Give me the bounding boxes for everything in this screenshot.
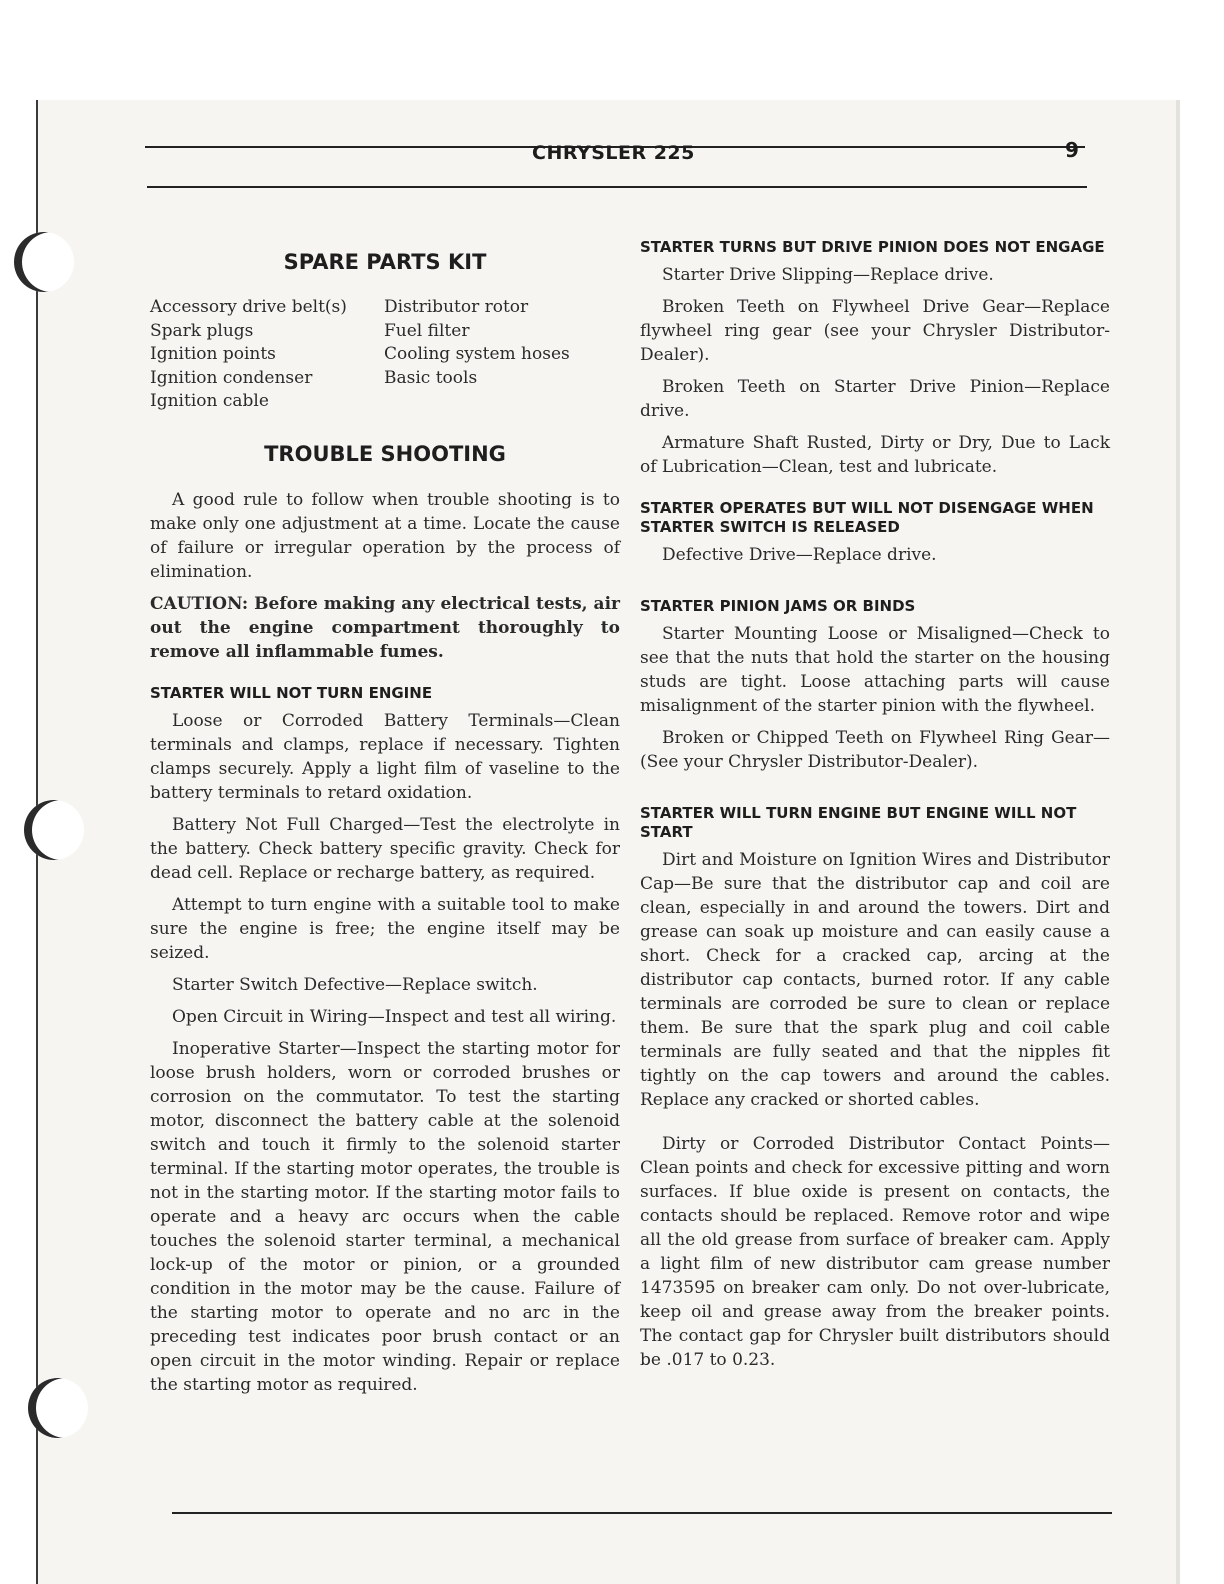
list-item: Spark plugs [150,320,254,341]
header-rule-bottom [147,186,1087,188]
binder-hole-top [14,232,74,292]
section-heading-starter-will-not-turn: STARTER WILL NOT TURN ENGINE [150,683,433,702]
paragraph: Loose or Corroded Battery Terminals—Clean terminals and clamps, replace if necessary. Tighten clamps securely. Apply a light film of vaseline to the battery terminals to retard oxidation. [150,710,620,803]
paragraph: Attempt to turn engine with a suitable tool to make sure the engine is free; the engine itself may be seized. [150,894,620,963]
list-item: Basic tools [384,367,478,388]
page-number: 9 [1065,138,1079,162]
paragraph: Dirt and Moisture on Ignition Wires and Distributor Cap—Be sure that the distributor cap and coil are clean, especially in and around the towers. Dirt and grease can soak up moisture and can easily cause a short. Check for a cracked cap, arcing at the distributor cap contacts, burned rotor. If any cable terminals are corroded be sure to clean or replace them. Be sure that the spark plug and coil cable terminals are fully seated and that the nipples fit tightly on the cap towers and around the cables. Replace any cracked or shorted cables. [640,850,1110,1110]
caution-note: CAUTION: Before making any electrical tests, air out the engine compartment thoroughly to remove all inflammable fumes. [150,593,620,662]
spare-parts-heading: SPARE PARTS KIT [283,250,487,274]
paragraph: Defective Drive—Replace drive. [662,545,937,565]
trouble-intro-paragraph: A good rule to follow when trouble shooting is to make only one adjustment at a time. Locate the cause of failure or irregular operation by the process of elimination. [150,489,620,582]
list-item: Ignition condenser [150,367,313,388]
paragraph: Open Circuit in Wiring—Inspect and test all wiring. [172,1006,617,1027]
binder-hole-bottom [28,1378,88,1438]
paragraph: Broken Teeth on Starter Drive Pinion—Replace drive. [640,377,1110,421]
paragraph: Battery Not Full Charged—Test the electrolyte in the battery. Check battery specific gravity. Check for dead cell. Replace or recharge battery, as required. [150,814,620,883]
paragraph: Armature Shaft Rusted, Dirty or Dry, Due to Lack of Lubrication—Clean, test and lubricate. [640,433,1110,477]
running-header-title: CHRYSLER 225 [532,142,695,164]
list-item: Ignition cable [150,391,269,411]
left-column [150,248,620,1405]
scan-background-top [0,0,1224,100]
section-heading-drive-pinion: STARTER TURNS BUT DRIVE PINION DOES NOT ENGAGE [640,238,1105,256]
paragraph: Broken or Chipped Teeth on Flywheel Ring Gear—(See your Chrysler Distributor-Dealer). [640,728,1110,772]
paragraph: Dirty or Corroded Distributor Contact Points—Clean points and check for excessive pitting and worn surfaces. If blue oxide is present on contacts, the contacts should be replaced. Remove rotor and wipe all the old grease from surface of breaker cam. Apply a light film of new distributor cam grease number 1473595 on breaker cam only. Do not over-lubricate, keep oil and grease away from the breaker points. The contact gap for Chrysler built distributors should be .017 to 0.23. [640,1134,1110,1370]
list-item: Ignition points [150,344,276,364]
trouble-shooting-heading: TROUBLE SHOOTING [264,441,506,466]
footer-rule [172,1512,1112,1514]
list-item: Accessory drive belt(s) [150,297,347,317]
binder-hole-middle [24,800,84,860]
section-heading-engine-will-not-start: STARTER WILL TURN ENGINE BUT ENGINE WILL NOT START [640,804,1077,841]
page-edge [1176,100,1180,1584]
spare-parts-col-b [384,296,570,414]
list-item: Cooling system hoses [384,344,570,364]
list-item: Fuel filter [384,320,470,341]
right-column [640,238,1110,1380]
paragraph: Starter Mounting Loose or Misaligned—Check to see that the nuts that hold the starter on the housing studs are tight. Loose attaching parts will cause misalignment of the starter pinion with the flywheel. [640,624,1110,716]
paragraph: Starter Switch Defective—Replace switch. [172,974,538,995]
spare-parts-col-a [150,296,384,414]
list-item: Distributor rotor [384,297,529,317]
section-heading-will-not-disengage: STARTER OPERATES BUT WILL NOT DISENGAGE WHEN STARTER SWITCH IS RELEASED [640,499,1094,536]
paragraph: Inoperative Starter—Inspect the starting motor for loose brush holders, worn or corroded brushes or corrosion on the commutator. To test the starting motor, disconnect the battery cable at the solenoid switch and touch it firmly to the solenoid starter terminal. If the starting motor operates, the trouble is not in the starting motor. If the starting motor fails to operate and a heavy arc occurs when the cable touches the solenoid starter terminal, a mechanical lock-up of the motor or pinion, or a grounded condition in the motor may be the cause. Failure of the starting motor to operate and no arc in the preceding test indicates poor brush contact or an open circuit in the motor winding. Repair or replace the starting motor as required. [150,1038,620,1395]
section-heading-pinion-jams: STARTER PINION JAMS OR BINDS [640,597,916,615]
paragraph: Starter Drive Slipping—Replace drive. [662,265,994,285]
spare-parts-list [150,296,620,414]
paragraph: Broken Teeth on Flywheel Drive Gear—Replace flywheel ring gear (see your Chrysler Distributor-Dealer). [640,297,1110,365]
